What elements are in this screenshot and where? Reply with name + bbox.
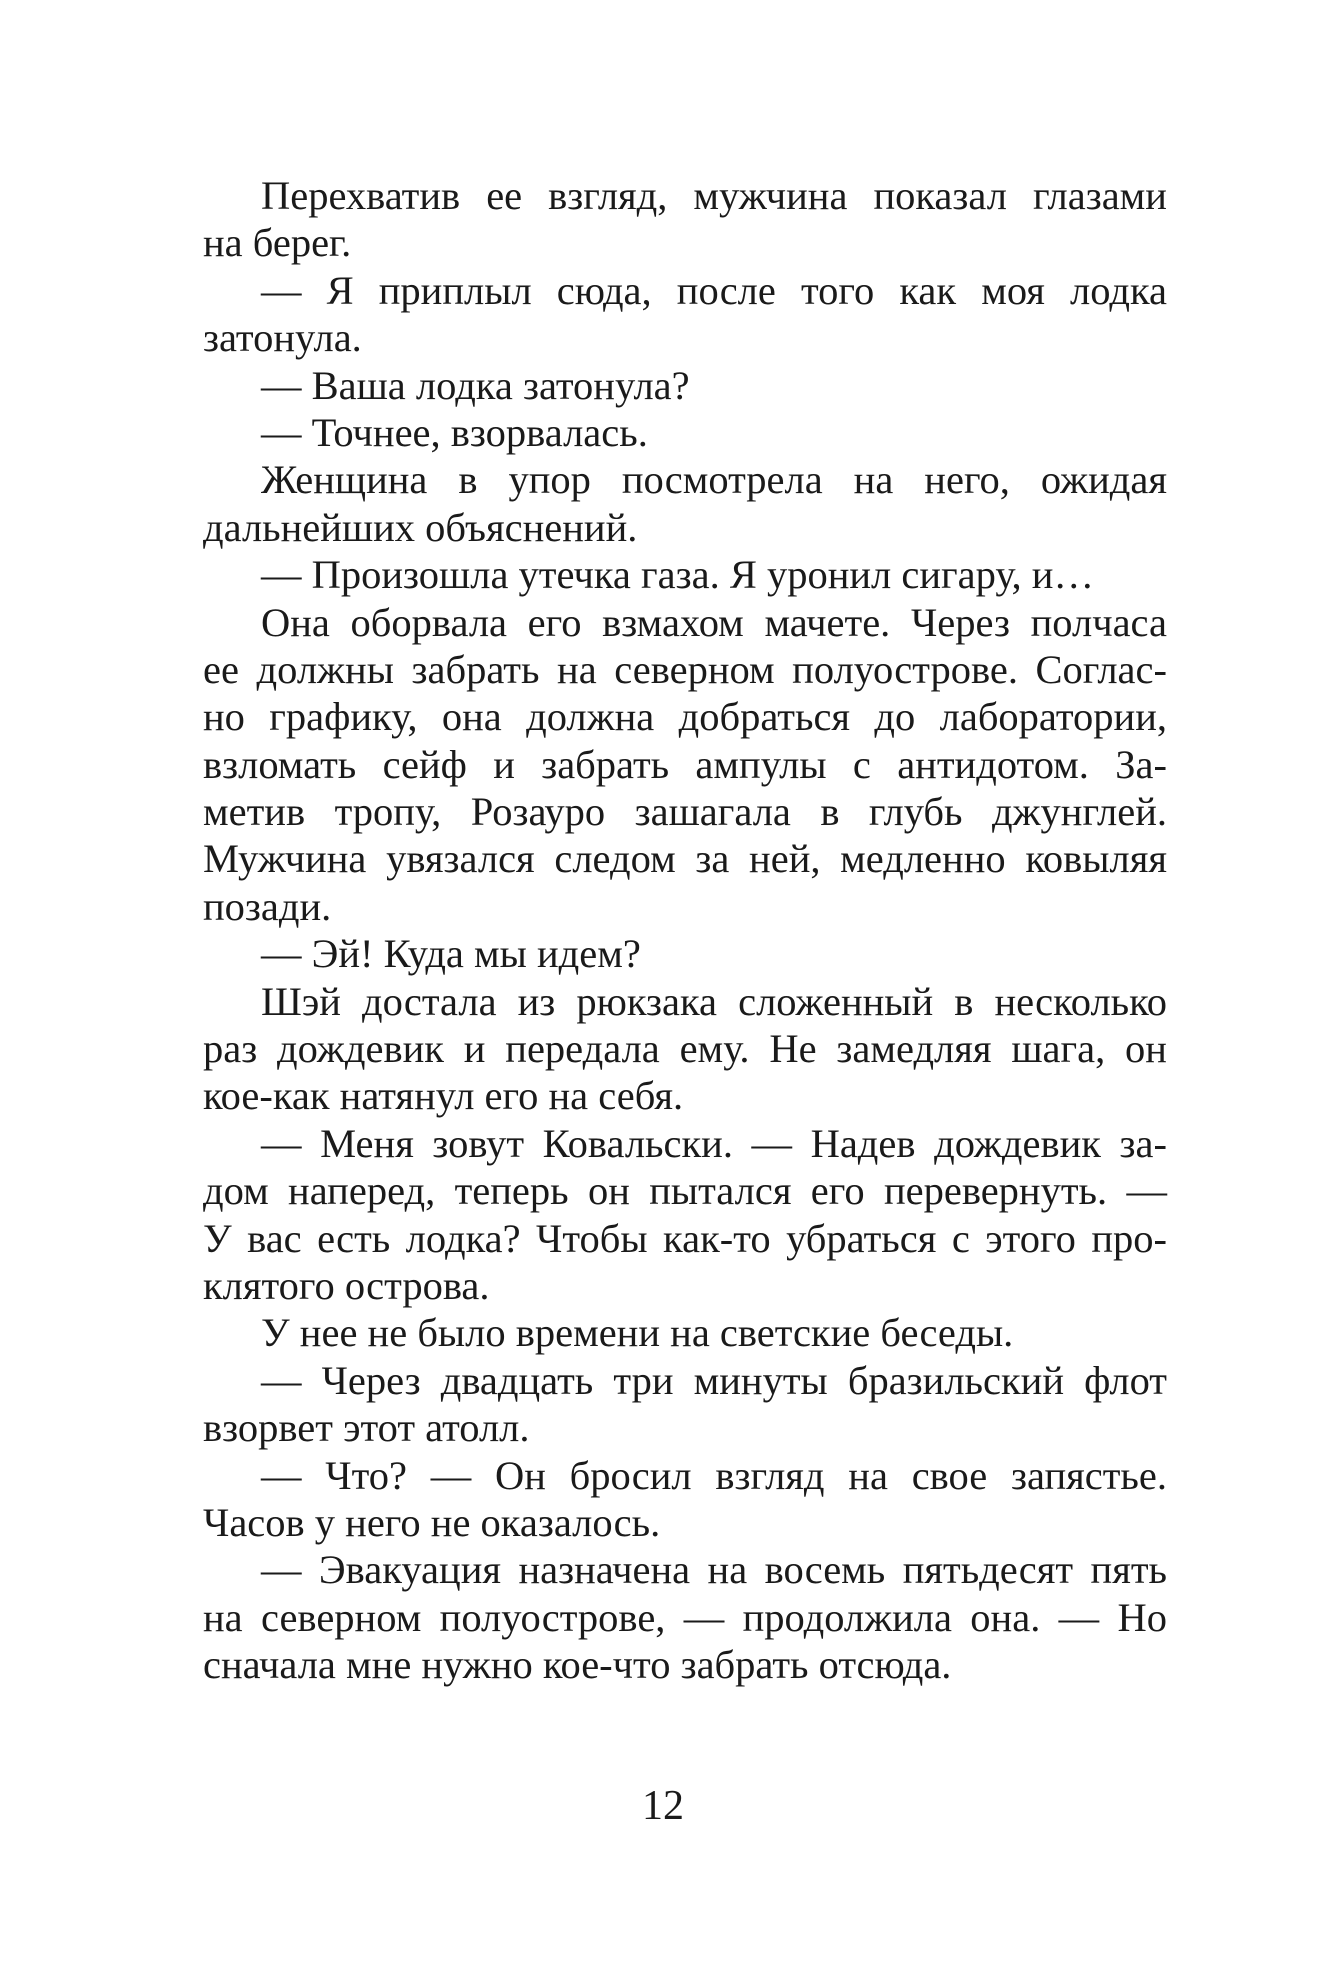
text-line: на северном полуострове, — продолжила она. — Но	[203, 1594, 1167, 1640]
text-line: — Через двадцать три минуты бразильский флот	[261, 1357, 1167, 1403]
text-line: — Что? — Он бросил взгляд на свое запястье.	[261, 1452, 1167, 1498]
text-line: на берег.	[203, 220, 352, 266]
text-line: Перехватив ее взгляд, мужчина показал глазами	[261, 173, 1167, 218]
text-line: позади.	[203, 883, 332, 929]
text-line: клятого острова.	[203, 1262, 490, 1308]
page-number: 12	[642, 1783, 684, 1829]
text-line: Женщина в упор посмотрела на него, ожидая	[261, 457, 1167, 503]
text-line: сначала мне нужно кое-что забрать отсюда.	[203, 1642, 952, 1688]
text-line: кое-как натянул его на себя.	[203, 1073, 684, 1119]
text-line: метив тропу, Розауро зашагала в глубь джунглей.	[203, 789, 1167, 835]
text-line: — Эй! Куда мы идем?	[261, 931, 641, 977]
text-line: Часов у него не оказалось.	[203, 1499, 661, 1545]
text-line: — Эвакуация назначена на восемь пятьдесят пять	[261, 1547, 1167, 1593]
text-line: дом наперед, теперь он пытался его перевернуть. —	[203, 1168, 1167, 1214]
text-line: затонула.	[203, 315, 362, 361]
text-line: раз дождевик и передала ему. Не замедляя шага, он	[203, 1026, 1167, 1072]
text-line: ее должны забрать на северном полуострове. Соглас-	[203, 646, 1167, 692]
text-line: Мужчина увязался следом за ней, медленно ковыляя	[203, 836, 1167, 882]
text-line: дальнейших объяснений.	[203, 504, 638, 550]
page-body-text	[203, 172, 1167, 1689]
text-line: взорвет этот атолл.	[203, 1405, 530, 1451]
text-line: — Ваша лодка затонула?	[261, 362, 690, 408]
text-line: взломать сейф и забрать ампулы с антидотом. За-	[203, 741, 1167, 787]
text-line: Шэй достала из рюкзака сложенный в несколько	[261, 978, 1167, 1024]
text-line: — Я приплыл сюда, после того как моя лодка	[261, 267, 1167, 313]
text-line: — Меня зовут Ковальски. — Надев дождевик за-	[261, 1120, 1167, 1166]
text-line: — Произошла утечка газа. Я уронил сигару, и…	[261, 552, 1094, 598]
text-line: У вас есть лодка? Чтобы как-то убраться с этого про-	[203, 1215, 1167, 1261]
text-line: У нее не было времени на светские беседы.	[261, 1310, 1014, 1356]
text-line: Она оборвала его взмахом мачете. Через полчаса	[261, 599, 1167, 645]
text-line: но графику, она должна добраться до лаборатории,	[203, 694, 1167, 740]
text-line: — Точнее, взорвалась.	[261, 409, 648, 455]
